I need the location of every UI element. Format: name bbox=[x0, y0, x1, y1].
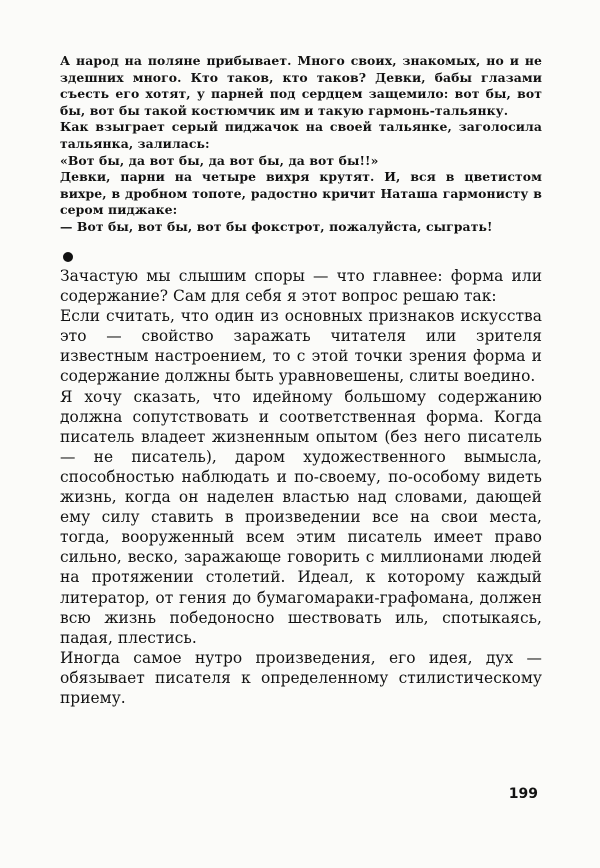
story-paragraph-4: Девки, парни на четыре вихря крутят. И, вся в цветистом вихре, в дробном топоте, радостно кричит Наташа гармонисту в сером пиджаке: bbox=[60, 169, 542, 218]
essay-paragraph-4: Иногда самое нутро произведения, его идея, дух — обязывает писателя к определенному стилистическому приему. bbox=[60, 648, 542, 707]
story-paragraph-5: — Вот бы, вот бы, вот бы фокстрот, пожалуйста, сыграть! bbox=[60, 218, 493, 234]
story-paragraph-3: «Вот бы, да вот бы, да вот бы, да вот бы!!» bbox=[60, 152, 379, 168]
story-paragraph-2: Как взыграет серый пиджачок на своей тальянке, заголосила тальянка, залилась: bbox=[60, 119, 542, 151]
essay-paragraph-1: Зачастую мы слышим споры — что главнее: форма или содержание? Сам для себя я этот вопрос решаю так: bbox=[60, 267, 542, 306]
story-paragraph-1: А народ на поляне прибывает. Много своих, знакомых, но и не здешних много. Кто таков, кто таков? Девки, бабы глазами съесть его хотят, у парней под сердцем защемило: вот бы, вот бы, вот бы такой костюмчик им и такую гармонь-тальянку. bbox=[60, 53, 542, 118]
page-number: 199 bbox=[508, 786, 538, 802]
story-excerpt bbox=[60, 53, 542, 236]
essay-paragraph-3: Я хочу сказать, что идейному большому содержанию должна сопутствовать и соответственная форма. Когда писатель владеет жизненным опытом (без него писатель — не писатель), даром художественного вымысла, способностью наблюдать и по-своему, по-особому видеть жизнь, когда он наделен властью над словами, дающей ему силу ставить в произведении все на свои места, тогда, вооруженный всем этим писатель имеет право сильно, веско, заражающе говорить с миллионами людей на протяжении столетий. Идеал, к которому каждый литератор, от гения до бумагомараки-графомана, должен всю жизнь победоносно шествовать иль, спотыкаясь, падая, плестись. bbox=[60, 387, 542, 647]
section-bullet-icon bbox=[63, 252, 73, 262]
essay-paragraph-2: Если считать, что один из основных признаков искусства это — свойство заражать читателя или зрителя известным настроением, то с этой точки зрения форма и содержание должны быть уравновешены, слиты воедино. bbox=[60, 307, 542, 386]
essay-text bbox=[60, 266, 542, 708]
